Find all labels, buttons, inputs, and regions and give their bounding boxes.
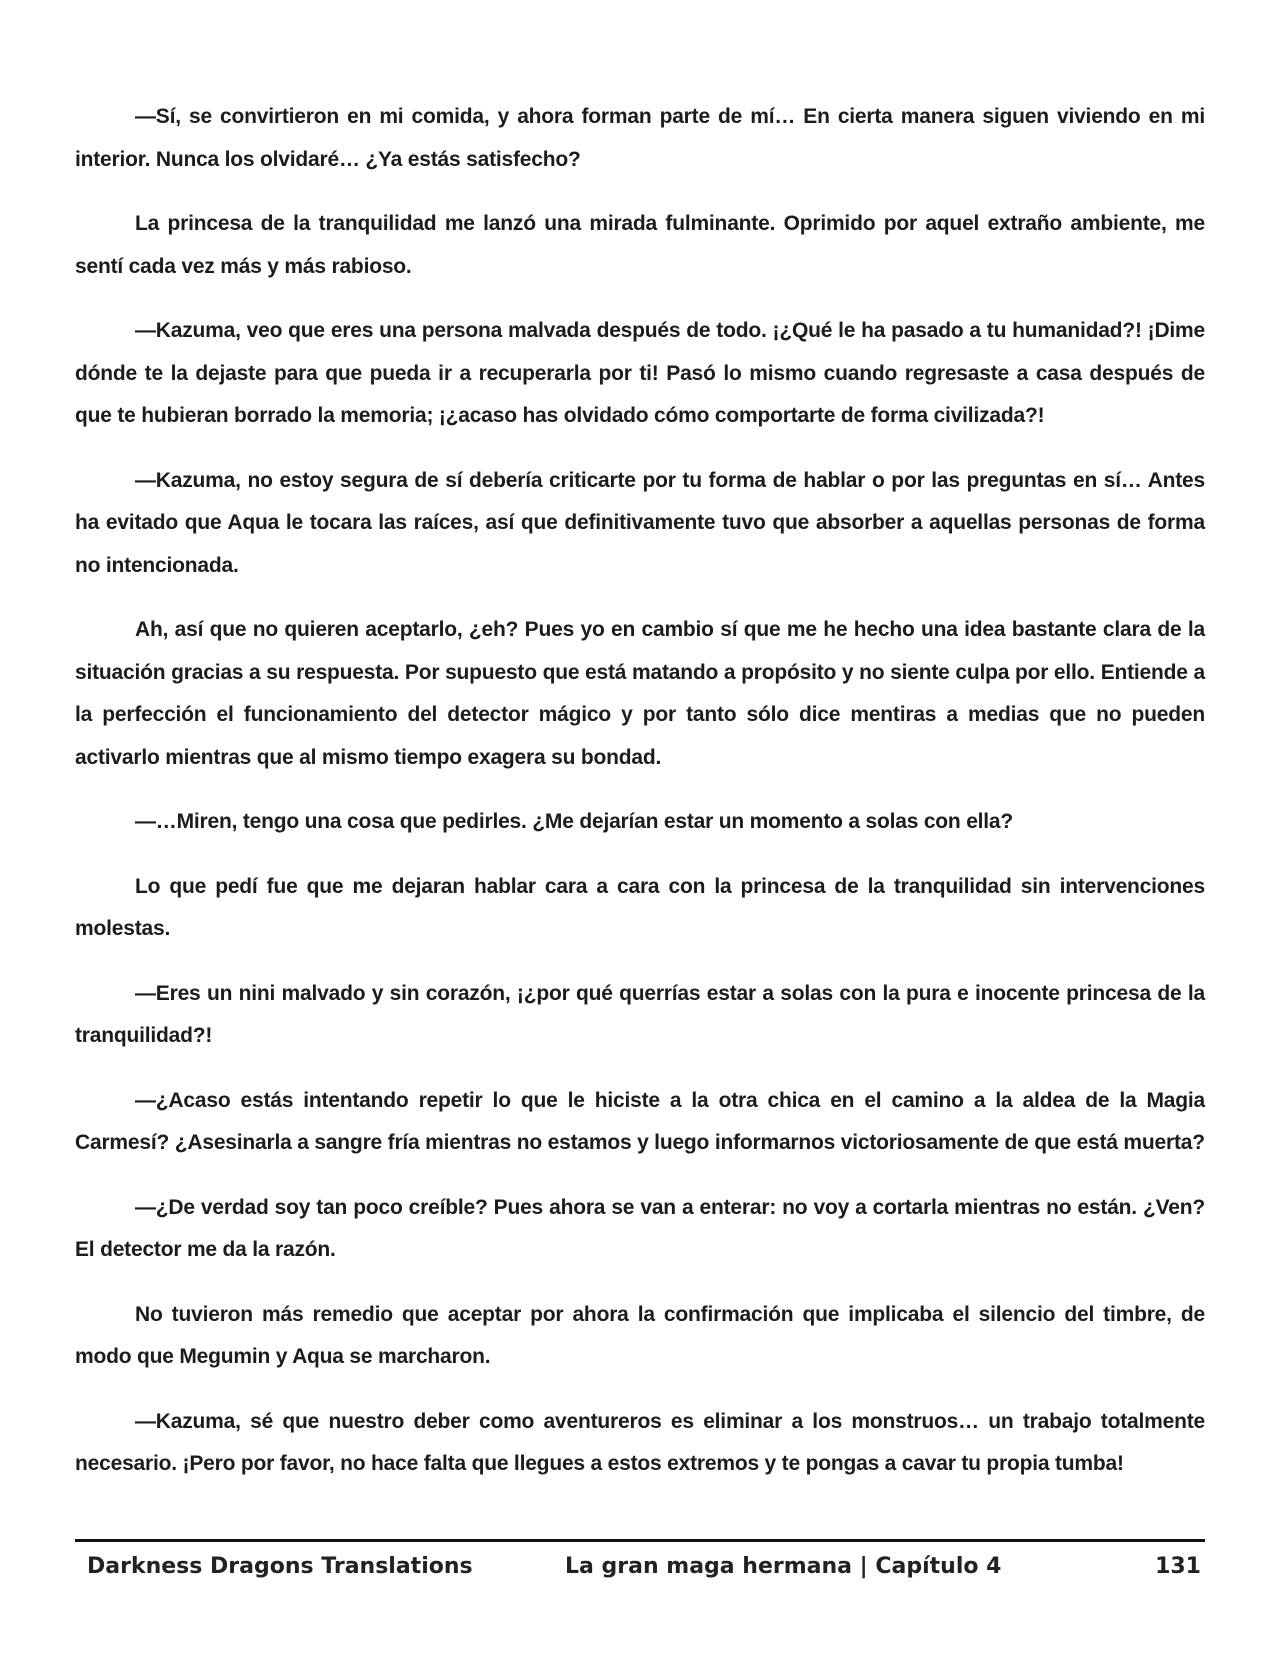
paragraph: —¿De verdad soy tan poco creíble? Pues ahora se van a enterar: no voy a cortarla mientras no están. ¿Ven? El detector me da la razón. xyxy=(75,1195,1205,1261)
paragraph: —¿Acaso estás intentando repetir lo que le hiciste a la otra chica en el camino a la aldea de la Magia Carmesí? ¿Asesinarla a sangre fría mientras no estamos y luego informarnos victoriosamente de que está muerta? xyxy=(75,1088,1205,1154)
paragraph: Ah, así que no quieren aceptarlo, ¿eh? Pues yo en cambio sí que me he hecho una idea bastante clara de la situación gracias a su respuesta. Por supuesto que está matando a propósito y no siente culpa por ello. Entiende a la perfección el funcionamiento del detector mágico y por tanto sólo dice mentiras a medias que no pueden activarlo mientras que al mismo tiempo exagera su bondad. xyxy=(75,618,1205,769)
page-footer xyxy=(75,1548,1205,1588)
paragraph: —…Miren, tengo una cosa que pedirles. ¿Me dejarían estar un momento a solas con ella? xyxy=(135,810,1014,833)
paragraph: —Eres un nini malvado y sin corazón, ¡¿por qué querrías estar a solas con la pura e inocente princesa de la tranquilidad?! xyxy=(75,981,1205,1047)
paragraph: La princesa de la tranquilidad me lanzó una mirada fulminante. Oprimido por aquel extraño ambiente, me sentí cada vez más y más rabioso. xyxy=(75,212,1205,278)
page-number: 131 xyxy=(1155,1554,1201,1579)
footer-chapter-title: La gran maga hermana | Capítulo 4 xyxy=(565,1554,1002,1579)
paragraph: —Kazuma, veo que eres una persona malvada después de todo. ¡¿Qué le ha pasado a tu humanidad?! ¡Dime dónde te la dejaste para que pueda ir a recuperarla por ti! Pasó lo mismo cuando regresaste a casa después de que te hubieran borrado la memoria; ¡¿acaso has olvidado cómo comportarte de forma civilizada?! xyxy=(75,319,1205,427)
paragraph: —Sí, se convirtieron en mi comida, y ahora forman parte de mí… En cierta manera siguen viviendo en mi interior. Nunca los olvidaré… ¿Ya estás satisfecho? xyxy=(75,105,1205,171)
paragraph: —Kazuma, no estoy segura de sí debería criticarte por tu forma de hablar o por las preguntas en sí… Antes ha evitado que Aqua le tocara las raíces, así que definitivamente tuvo que absorber a aquellas personas de forma no intencionada. xyxy=(75,468,1205,577)
paragraph: Lo que pedí fue que me dejaran hablar cara a cara con la princesa de la tranquilidad sin intervenciones molestas. xyxy=(75,874,1205,940)
footer-credit: Darkness Dragons Translations xyxy=(87,1554,473,1579)
footer-divider xyxy=(75,1539,1205,1542)
paragraph: —Kazuma, sé que nuestro deber como aventureros es eliminar a los monstruos… un trabajo totalmente necesario. ¡Pero por favor, no hace falta que llegues a estos extremos y te pongas a cavar tu propia tumba! xyxy=(75,1409,1205,1475)
paragraph: No tuvieron más remedio que aceptar por ahora la confirmación que implicaba el silencio del timbre, de modo que Megumin y Aqua se marcharon. xyxy=(75,1302,1205,1368)
text-body xyxy=(75,96,1205,1508)
